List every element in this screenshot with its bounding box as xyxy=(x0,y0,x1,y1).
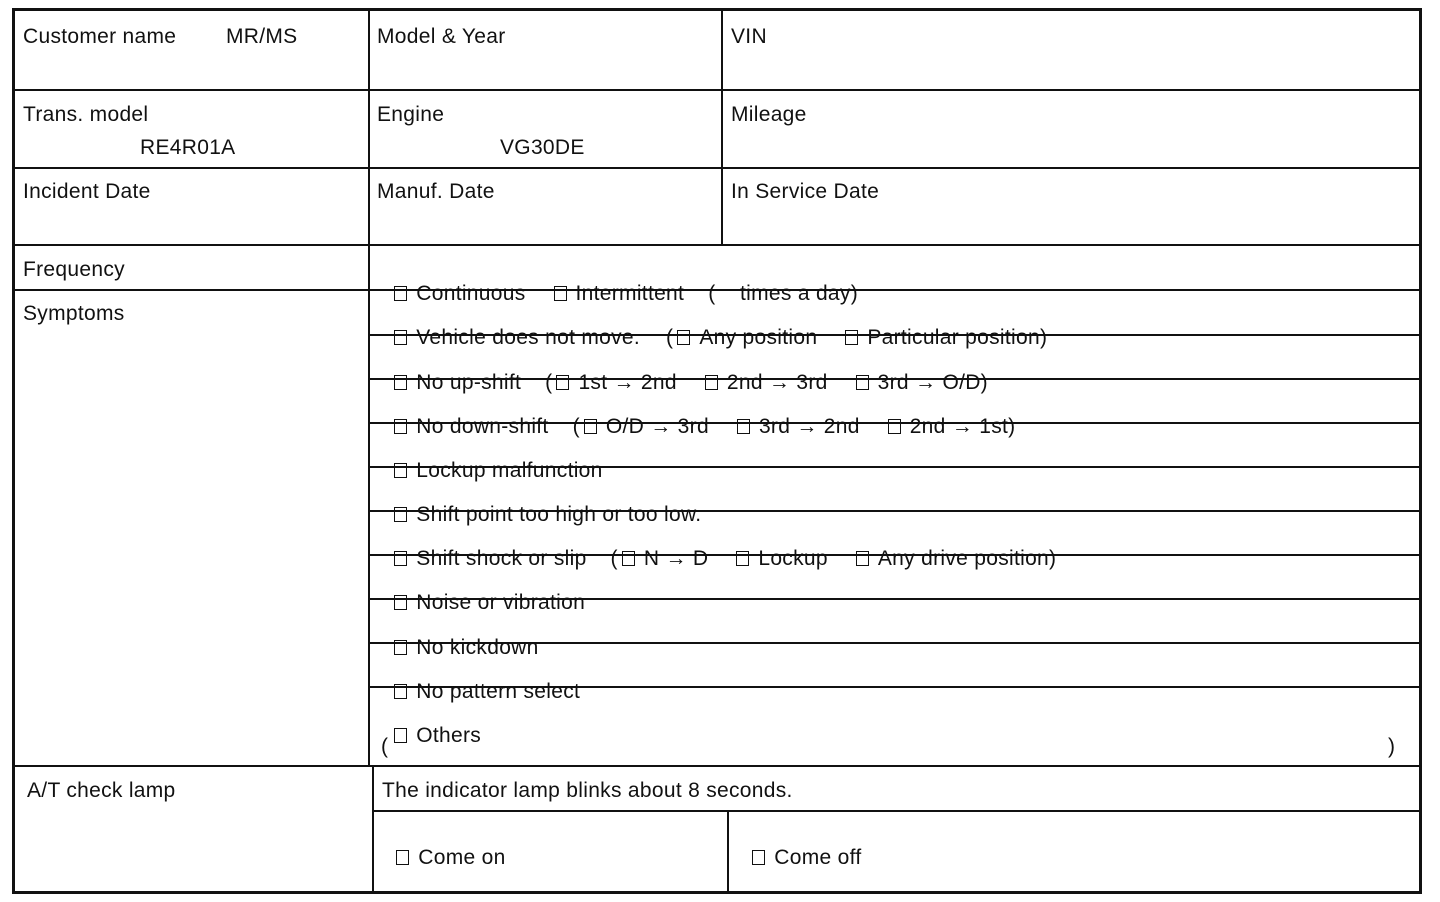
checkbox[interactable] xyxy=(856,551,869,566)
symptom-row-others: Others xyxy=(382,700,481,748)
symptoms-label: Symptoms xyxy=(23,302,125,325)
symptom-row-noise-vibration: Noise or vibration xyxy=(382,567,585,615)
symptom-row-shift-point: Shift point too high or too low. xyxy=(382,479,701,527)
checkbox[interactable] xyxy=(622,551,635,566)
continuous-option: Continuous xyxy=(416,282,526,305)
come-off-option: Come off xyxy=(740,822,862,870)
checkbox[interactable] xyxy=(396,850,409,865)
checkbox[interactable] xyxy=(394,684,407,699)
checkbox[interactable] xyxy=(394,463,407,478)
incident-date-label: Incident Date xyxy=(23,180,151,203)
check-lamp-label: A/T check lamp xyxy=(27,779,176,802)
in-service-date-label: In Service Date xyxy=(731,180,880,203)
symptom-row-vehicle-not-move: Vehicle does not move. ( Any position Particular position) xyxy=(382,302,1047,350)
vin-label: VIN xyxy=(731,25,767,48)
checkbox[interactable] xyxy=(584,419,597,434)
symptom-row-no-downshift: No down-shift ( O/D → 3rd 3rd → 2nd 2nd → 1st) xyxy=(382,391,1015,439)
column-divider xyxy=(372,765,374,894)
frequency-options xyxy=(382,258,858,306)
checkbox[interactable] xyxy=(394,507,407,522)
engine-label: Engine xyxy=(377,103,445,126)
mileage-label: Mileage xyxy=(731,103,807,126)
checkbox[interactable] xyxy=(752,850,765,865)
checkbox[interactable] xyxy=(736,551,749,566)
checkbox[interactable] xyxy=(394,330,407,345)
symptom-row-no-upshift: No up-shift ( 1st → 2nd 2nd → 3rd 3rd → O/D) xyxy=(382,347,988,395)
checkbox[interactable] xyxy=(394,419,407,434)
frequency-label: Frequency xyxy=(23,258,125,281)
checkbox[interactable] xyxy=(856,375,869,390)
checkbox[interactable] xyxy=(394,286,407,301)
checkbox[interactable] xyxy=(394,551,407,566)
check-lamp-description: The indicator lamp blinks about 8 seconds. xyxy=(382,779,793,802)
engine-value: VG30DE xyxy=(500,136,585,159)
manuf-date-label: Manuf. Date xyxy=(377,180,495,203)
customer-name-prefix: MR/MS xyxy=(226,25,298,48)
check-lamp-divider xyxy=(372,810,1422,812)
column-divider xyxy=(721,8,723,244)
symptom-row-shift-shock: Shift shock or slip ( N → D Lockup Any drive position) xyxy=(382,523,1056,571)
checkbox[interactable] xyxy=(394,595,407,610)
others-open-paren: ( xyxy=(381,735,389,758)
checkbox[interactable] xyxy=(888,419,901,434)
column-divider xyxy=(727,810,729,894)
checkbox[interactable] xyxy=(394,375,407,390)
checkbox[interactable] xyxy=(845,330,858,345)
checkbox[interactable] xyxy=(677,330,690,345)
row-divider xyxy=(12,89,1422,91)
column-divider xyxy=(368,8,370,765)
symptom-row-no-kickdown: No kickdown xyxy=(382,612,539,660)
checkbox[interactable] xyxy=(394,728,407,743)
model-year-label: Model & Year xyxy=(377,25,506,48)
checkbox[interactable] xyxy=(554,286,567,301)
row-divider xyxy=(12,765,1422,767)
checkbox[interactable] xyxy=(737,419,750,434)
row-divider xyxy=(12,167,1422,169)
times-a-day: ( times a day) xyxy=(708,282,858,305)
intermittent-option: Intermittent xyxy=(575,282,685,305)
checkbox[interactable] xyxy=(394,640,407,655)
symptom-row-no-pattern-select: No pattern select xyxy=(382,656,580,704)
row-divider xyxy=(12,244,1422,246)
symptom-row-lockup-malfunction: Lockup malfunction xyxy=(382,435,603,483)
trans-model-label: Trans. model xyxy=(23,103,149,126)
trans-model-value: RE4R01A xyxy=(140,136,236,159)
customer-name-label: Customer name xyxy=(23,25,177,48)
come-on-option: Come on xyxy=(384,822,506,870)
others-close-paren: ) xyxy=(1388,735,1395,758)
checkbox[interactable] xyxy=(705,375,718,390)
checkbox[interactable] xyxy=(556,375,569,390)
